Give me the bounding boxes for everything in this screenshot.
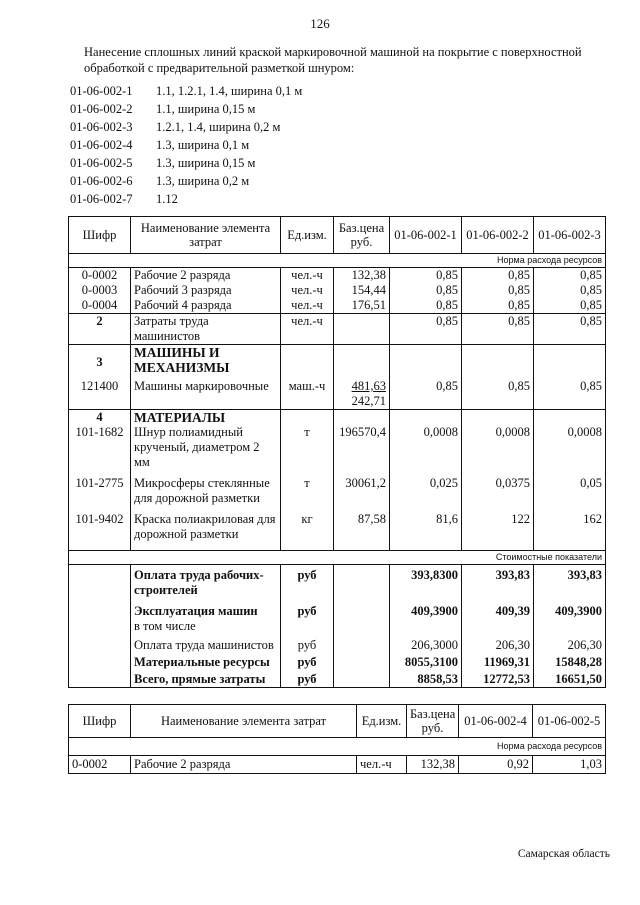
- resource-table-2: [68, 704, 606, 774]
- cell-name: Шнур полиамидный крученый, диаметром 2 мм: [131, 425, 281, 470]
- cell-v1: [390, 619, 462, 634]
- cell-v2: 409,39: [462, 598, 534, 619]
- code-desc: 1.3, ширина 0,1 м: [156, 138, 250, 152]
- cell-v1: 206,3000: [390, 634, 462, 653]
- cell-unit: руб: [281, 634, 334, 653]
- cell-v3: 16651,50: [534, 670, 606, 688]
- cell-code: 0-0004: [69, 298, 131, 314]
- cell-code: 4: [69, 410, 131, 426]
- cell-v1: 0,92: [459, 756, 533, 774]
- cost-row: [69, 670, 606, 688]
- code-item: [70, 100, 302, 118]
- cell-unit: чел.-ч: [281, 314, 334, 345]
- table-row: [69, 314, 606, 345]
- cell-v1: 0,025: [390, 470, 462, 506]
- cell-unit: т: [281, 470, 334, 506]
- col-header-code: Шифр: [69, 705, 131, 738]
- cell-name: Краска полиакриловая для дорожной разметки: [131, 506, 281, 551]
- cell-v2: 0,85: [462, 268, 534, 284]
- cost-row: [69, 619, 606, 634]
- col-header-name: Наименование элемента затрат: [131, 705, 357, 738]
- code-desc: 1.1, ширина 0,15 м: [156, 102, 256, 116]
- code-item: [70, 190, 302, 208]
- cost-row: [69, 598, 606, 619]
- table-row: [69, 283, 606, 298]
- cell-v2: 0,0008: [462, 425, 534, 470]
- cell-v3: 0,85: [534, 298, 606, 314]
- cell-v3: 206,30: [534, 634, 606, 653]
- cell-name: Затраты труда машинистов: [131, 314, 281, 345]
- cell-unit: чел.-ч: [357, 756, 407, 774]
- cell-v3: 393,83: [534, 565, 606, 599]
- cell-v1: 0,85: [390, 375, 462, 410]
- code-desc: 1.12: [156, 192, 178, 206]
- section-label-row: [69, 738, 606, 756]
- cell-name: в том числе: [131, 619, 281, 634]
- cell-v1: 409,3900: [390, 598, 462, 619]
- cell-name: Рабочий 4 разряда: [131, 298, 281, 314]
- cell-name: Оплата труда машинистов: [131, 634, 281, 653]
- cell-v3: 15848,28: [534, 653, 606, 670]
- section-title: МАШИНЫ И МЕХАНИЗМЫ: [131, 345, 281, 376]
- code-list: [70, 82, 302, 208]
- section-title: МАТЕРИАЛЫ: [131, 410, 281, 426]
- cell-code: 121400: [69, 375, 131, 410]
- col-header-v1: 01-06-002-4: [459, 705, 533, 738]
- cost-row: [69, 634, 606, 653]
- table-row: [69, 375, 606, 410]
- resource-table: [68, 216, 606, 688]
- cell-v2: [462, 619, 534, 634]
- table-row: [69, 268, 606, 284]
- table-row: [69, 298, 606, 314]
- intro-text: Нанесение сплошных линий краской маркировочной машиной на покрытие с поверхностной обработкой с предварительной разметкой шнуром:: [84, 45, 582, 75]
- price-bottom: 242,71: [351, 394, 386, 408]
- code-id: 01-06-002-4: [70, 138, 133, 152]
- cell-v1: 8858,53: [390, 670, 462, 688]
- table-row: [69, 506, 606, 551]
- cell-name: Оплата труда рабочих-строителей: [131, 565, 281, 599]
- cell-code: 0-0002: [69, 268, 131, 284]
- col-header-name: Наименование элемента затрат: [131, 217, 281, 254]
- cell-code: 0-0003: [69, 283, 131, 298]
- table-row: [69, 756, 606, 774]
- cell-name: Рабочие 2 разряда: [131, 756, 357, 774]
- code-id: 01-06-002-5: [70, 156, 133, 170]
- cell-v2: 11969,31: [462, 653, 534, 670]
- cell-unit: чел.-ч: [281, 268, 334, 284]
- cell-price: [334, 314, 390, 345]
- section-label-row: [69, 551, 606, 565]
- cell-code: 2: [69, 314, 131, 345]
- code-item: [70, 136, 302, 154]
- cell-v1: 0,85: [390, 314, 462, 345]
- footer-region: Самарская область: [517, 848, 610, 860]
- cell-price: 196570,4: [334, 425, 390, 470]
- section-label-row: [69, 254, 606, 268]
- cell-v2: 0,85: [462, 298, 534, 314]
- code-id: 01-06-002-7: [70, 192, 133, 206]
- cell-unit: маш.-ч: [281, 375, 334, 410]
- table-header-row: [69, 217, 606, 254]
- cell-v3: 162: [534, 506, 606, 551]
- col-header-price: Баз.цена руб.: [407, 705, 459, 738]
- table-row: [69, 425, 606, 470]
- col-header-v2: 01-06-002-2: [462, 217, 534, 254]
- code-desc: 1.3, ширина 0,2 м: [156, 174, 250, 188]
- cell-code: 0-0002: [69, 756, 131, 774]
- cell-name: Микросферы стеклянные для дорожной разметки: [131, 470, 281, 506]
- code-id: 01-06-002-2: [70, 102, 133, 116]
- cell-v3: 0,85: [534, 283, 606, 298]
- cell-name: Машины маркировочные: [131, 375, 281, 410]
- cell-v3: 0,85: [534, 375, 606, 410]
- code-id: 01-06-002-1: [70, 84, 133, 98]
- code-desc: 1.2.1, 1.4, ширина 0,2 м: [156, 120, 281, 134]
- cell-price: 30061,2: [334, 470, 390, 506]
- col-header-unit: Ед.изм.: [357, 705, 407, 738]
- cell-v1: 0,85: [390, 298, 462, 314]
- cell-v2: 0,85: [462, 314, 534, 345]
- cell-unit: руб: [281, 653, 334, 670]
- cell-code: 3: [69, 345, 131, 376]
- cell-v1: 0,0008: [390, 425, 462, 470]
- code-item: [70, 172, 302, 190]
- cell-v1: 81,6: [390, 506, 462, 551]
- table-header-row: [69, 705, 606, 738]
- cost-label: Стоимостные показатели: [69, 551, 606, 565]
- cell-v3: 409,3900: [534, 598, 606, 619]
- cell-name: Всего, прямые затраты: [131, 670, 281, 688]
- cell-unit: руб: [281, 670, 334, 688]
- cell-unit: кг: [281, 506, 334, 551]
- price-top: 481,63: [351, 379, 386, 393]
- code-desc: 1.1, 1.2.1, 1.4, ширина 0,1 м: [156, 84, 303, 98]
- code-id: 01-06-002-3: [70, 120, 133, 134]
- cell-name: Рабочие 2 разряда: [131, 268, 281, 284]
- code-item: [70, 82, 302, 100]
- code-id: 01-06-002-6: [70, 174, 133, 188]
- cell-v2: 122: [462, 506, 534, 551]
- cell-v2: 0,85: [462, 375, 534, 410]
- cell-v2: 1,03: [533, 756, 606, 774]
- cell-v2: 0,85: [462, 283, 534, 298]
- cell-code: 101-9402: [69, 506, 131, 551]
- section-header-row: [69, 345, 606, 376]
- norm-label: Норма расхода ресурсов: [69, 738, 606, 756]
- cell-unit: чел.-ч: [281, 298, 334, 314]
- code-item: [70, 118, 302, 136]
- cell-v2: 393,83: [462, 565, 534, 599]
- cell-code: 101-1682: [69, 425, 131, 470]
- cell-unit: руб: [281, 598, 334, 619]
- cell-v3: 0,0008: [534, 425, 606, 470]
- cell-v3: 0,85: [534, 314, 606, 345]
- section-header-row: [69, 410, 606, 426]
- cell-unit: [281, 619, 334, 634]
- cell-code: 101-2775: [69, 470, 131, 506]
- cell-v1: 8055,3100: [390, 653, 462, 670]
- col-header-v1: 01-06-002-1: [390, 217, 462, 254]
- cell-v3: 0,85: [534, 268, 606, 284]
- cell-price: 132,38: [334, 268, 390, 284]
- cell-v3: [534, 619, 606, 634]
- col-header-code: Шифр: [69, 217, 131, 254]
- cell-unit: руб: [281, 565, 334, 599]
- cell-price: 132,38: [407, 756, 459, 774]
- cell-v3: 0,05: [534, 470, 606, 506]
- col-header-price: Баз.цена руб.: [334, 217, 390, 254]
- col-header-unit: Ед.изм.: [281, 217, 334, 254]
- cell-unit: т: [281, 425, 334, 470]
- cell-price: 154,44: [334, 283, 390, 298]
- cell-v1: 0,85: [390, 268, 462, 284]
- cell-v2: 12772,53: [462, 670, 534, 688]
- table-row: [69, 470, 606, 506]
- cell-name: Материальные ресурсы: [131, 653, 281, 670]
- cell-price: [334, 375, 390, 410]
- cell-v1: 393,8300: [390, 565, 462, 599]
- cost-row: [69, 565, 606, 599]
- page-number: 126: [310, 16, 330, 31]
- code-item: [70, 154, 302, 172]
- cell-v2: 0,0375: [462, 470, 534, 506]
- cell-price: 176,51: [334, 298, 390, 314]
- cell-price: 87,58: [334, 506, 390, 551]
- col-header-v2: 01-06-002-5: [533, 705, 606, 738]
- cell-v2: 206,30: [462, 634, 534, 653]
- cell-name: Рабочий 3 разряда: [131, 283, 281, 298]
- col-header-v3: 01-06-002-3: [534, 217, 606, 254]
- cell-name: Эксплуатация машин: [131, 598, 281, 619]
- cell-v1: 0,85: [390, 283, 462, 298]
- code-desc: 1.3, ширина 0,15 м: [156, 156, 256, 170]
- norm-label: Норма расхода ресурсов: [69, 254, 606, 268]
- cell-unit: чел.-ч: [281, 283, 334, 298]
- cost-row: [69, 653, 606, 670]
